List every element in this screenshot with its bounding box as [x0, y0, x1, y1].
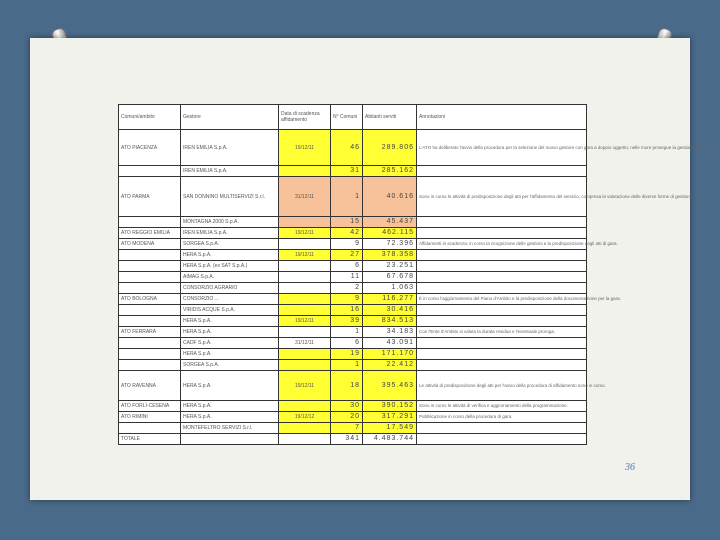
gestore-cell: HERA S.p.A. [181, 316, 279, 327]
scadenza-cell [279, 239, 331, 250]
note-cell [417, 360, 587, 371]
scadenza-cell: 19/12/11 [279, 316, 331, 327]
table-row [119, 316, 587, 327]
scadenza-cell [279, 305, 331, 316]
gestore-cell: HERA S.p.A. [181, 327, 279, 338]
scadenza-cell: 19/12/12 [279, 412, 331, 423]
ato-cell [119, 217, 181, 228]
abitanti-cell: 390.152 [363, 401, 417, 412]
scadenza-cell: 19/12/11 [279, 228, 331, 239]
gestore-cell: HERA S.p.A. [181, 401, 279, 412]
note-cell [417, 250, 587, 261]
col-header-abitanti: Abitanti serviti [363, 105, 417, 130]
gestore-cell: HERA S.p.A. [181, 349, 279, 360]
gestore-cell: SORGEA S.p.A. [181, 239, 279, 250]
ato-cell: ATO PIACENZA [119, 130, 181, 166]
comuni-cell: 39 [331, 316, 363, 327]
note-cell: Affidamenti in scadenza; in corso la ricognizione delle gestioni e la predisposizione degli atti di gara. [417, 239, 587, 250]
gestore-cell [181, 434, 279, 445]
scadenza-cell [279, 283, 331, 294]
comuni-cell: 1 [331, 360, 363, 371]
gestore-cell: IREN EMILIA S.p.A. [181, 166, 279, 177]
comuni-cell: 42 [331, 228, 363, 239]
col-header-annotazioni: Annotazioni [417, 105, 587, 130]
comuni-cell: 9 [331, 294, 363, 305]
abitanti-cell: 34.183 [363, 327, 417, 338]
comuni-cell: 9 [331, 239, 363, 250]
table-row [119, 360, 587, 371]
gestore-cell: IREN EMILIA S.p.A. [181, 130, 279, 166]
ato-cell [119, 250, 181, 261]
abitanti-cell: 22.412 [363, 360, 417, 371]
comuni-cell: 7 [331, 423, 363, 434]
ato-cell [119, 349, 181, 360]
table-row [119, 294, 587, 305]
table-row [119, 327, 587, 338]
note-cell [417, 349, 587, 360]
note-cell: È in corso l'aggiornamento del Piano d'Ambito e la predisposizione della documentazione per la gara. [417, 294, 587, 305]
scadenza-cell [279, 327, 331, 338]
abitanti-cell: 285.162 [363, 166, 417, 177]
comuni-cell: 2 [331, 283, 363, 294]
ato-cell [119, 423, 181, 434]
abitanti-cell: 67.678 [363, 272, 417, 283]
note-cell: Sono in corso le attività di predisposizione degli atti per l'affidamento del servizio, compresa la valutazione delle diverse forme di gestione. [417, 177, 587, 217]
gestore-cell: HERA S.p.A. [181, 371, 279, 401]
ato-cell: ATO FORLÌ-CESENA [119, 401, 181, 412]
note-cell: Pubblicazione in corso della procedura di gara. [417, 412, 587, 423]
ato-cell [119, 316, 181, 327]
comuni-cell: 15 [331, 217, 363, 228]
abitanti-cell: 395.463 [363, 371, 417, 401]
abitanti-cell: 1.063 [363, 283, 417, 294]
ato-cell [119, 166, 181, 177]
comuni-cell: 11 [331, 272, 363, 283]
note-cell [417, 217, 587, 228]
table-row [119, 412, 587, 423]
note-cell [417, 272, 587, 283]
ato-cell [119, 283, 181, 294]
abitanti-cell: 43.091 [363, 338, 417, 349]
col-header-ato: Comuni/ambito [119, 105, 181, 130]
abitanti-cell: 289.806 [363, 130, 417, 166]
abitanti-cell: 17.549 [363, 423, 417, 434]
comuni-cell: 16 [331, 305, 363, 316]
abitanti-cell: 171.170 [363, 349, 417, 360]
scadenza-cell [279, 261, 331, 272]
scadenza-cell: 19/12/11 [279, 371, 331, 401]
ato-cell: ATO MODENA [119, 239, 181, 250]
scadenza-cell [279, 434, 331, 445]
abitanti-cell: 462.115 [363, 228, 417, 239]
scadenza-cell [279, 294, 331, 305]
total-abitanti: 4.483.744 [363, 434, 417, 445]
scadenza-cell [279, 349, 331, 360]
note-cell [417, 228, 587, 239]
table-total-row [119, 434, 587, 445]
total-label: TOTALE [119, 434, 181, 445]
scadenza-cell: 19/12/11 [279, 130, 331, 166]
ato-water-table [118, 104, 711, 445]
table-row [119, 217, 587, 228]
gestore-cell: VIRIDIS ACQUE S.p.A. [181, 305, 279, 316]
scadenza-cell: 31/12/11 [279, 177, 331, 217]
gestore-cell: CONSORZIO ... [181, 294, 279, 305]
gestore-cell: CONSORZIO AGRARIO [181, 283, 279, 294]
gestore-cell: MONTEFELTRO SERVIZI S.r.l. [181, 423, 279, 434]
comuni-cell: 30 [331, 401, 363, 412]
col-header-comuni: N° Comuni [331, 105, 363, 130]
table-row [119, 272, 587, 283]
note-cell: Le attività di predisposizione degli atti per l'avvio della procedura di affidamento sono in corso. [417, 371, 587, 401]
comuni-cell: 18 [331, 371, 363, 401]
scadenza-cell [279, 423, 331, 434]
scadenza-cell: 19/12/11 [279, 250, 331, 261]
col-header-gestore: Gestore [181, 105, 279, 130]
comuni-cell: 31 [331, 166, 363, 177]
table-row [119, 177, 587, 217]
abitanti-cell: 30.416 [363, 305, 417, 316]
comuni-cell: 6 [331, 261, 363, 272]
gestore-cell: SORGEA S.p.A. [181, 360, 279, 371]
note-cell: L'ATO ha deliberato l'avvio della procedura per la selezione del nuovo gestore con gara a doppio oggetto; nelle more prosegue la gestione attuale. [417, 130, 587, 166]
table-row [119, 239, 587, 250]
comuni-cell: 27 [331, 250, 363, 261]
gestore-cell: HERA S.p.A. (ex SAT S.p.A.) [181, 261, 279, 272]
gestore-cell: CADF S.p.A. [181, 338, 279, 349]
gestore-cell: HERA S.p.A. [181, 250, 279, 261]
table-row [119, 250, 587, 261]
table-row [119, 371, 587, 401]
abitanti-cell: 378.358 [363, 250, 417, 261]
note-cell [417, 423, 587, 434]
total-comuni: 341 [331, 434, 363, 445]
scadenza-cell [279, 360, 331, 371]
comuni-cell: 6 [331, 338, 363, 349]
ato-cell: ATO REGGIO EMILIA [119, 228, 181, 239]
table-row [119, 130, 587, 166]
ato-cell [119, 360, 181, 371]
comuni-cell: 46 [331, 130, 363, 166]
comuni-cell: 19 [331, 349, 363, 360]
table-row [119, 228, 587, 239]
scadenza-cell [279, 272, 331, 283]
note-cell [417, 283, 587, 294]
abitanti-cell: 40.616 [363, 177, 417, 217]
comuni-cell: 1 [331, 177, 363, 217]
abitanti-cell: 72.396 [363, 239, 417, 250]
gestore-cell: IREN EMILIA S.p.A. [181, 228, 279, 239]
gestore-cell: MONTAGNA 2000 S.p.A. [181, 217, 279, 228]
page-number: 36 [625, 462, 635, 473]
ato-cell: ATO BOLOGNA [119, 294, 181, 305]
note-cell: Sono in corso le attività di verifica e aggiornamento della programmazione. [417, 401, 587, 412]
scadenza-cell [279, 217, 331, 228]
abitanti-cell: 23.251 [363, 261, 417, 272]
abitanti-cell: 116.277 [363, 294, 417, 305]
note-cell [417, 261, 587, 272]
table-header-row [119, 105, 587, 130]
ato-cell: ATO RAVENNA [119, 371, 181, 401]
note-cell [417, 166, 587, 177]
table-row [119, 261, 587, 272]
scadenza-cell: 31/12/11 [279, 338, 331, 349]
note-cell [417, 305, 587, 316]
ato-cell [119, 305, 181, 316]
abitanti-cell: 834.513 [363, 316, 417, 327]
gestore-cell: AIMAG S.p.A. [181, 272, 279, 283]
scadenza-cell [279, 166, 331, 177]
table-row [119, 283, 587, 294]
gestore-cell: HERA S.p.A. [181, 412, 279, 423]
note-cell [417, 434, 587, 445]
ato-cell: ATO FERRARA [119, 327, 181, 338]
comuni-cell: 1 [331, 327, 363, 338]
note-cell [417, 338, 587, 349]
comuni-cell: 20 [331, 412, 363, 423]
table-row [119, 423, 587, 434]
table-row [119, 349, 587, 360]
table-row [119, 305, 587, 316]
ato-cell [119, 261, 181, 272]
note-cell: Con l'Ente d'Ambito si valuta la durata residua e l'eventuale proroga. [417, 327, 587, 338]
table-row [119, 166, 587, 177]
table-row [119, 338, 587, 349]
abitanti-cell: 45.437 [363, 217, 417, 228]
ato-cell: ATO PARMA [119, 177, 181, 217]
abitanti-cell: 317.291 [363, 412, 417, 423]
col-header-scadenza: Data di scadenza affidamento [279, 105, 331, 130]
ato-cell: ATO RIMINI [119, 412, 181, 423]
table-row [119, 401, 587, 412]
ato-cell [119, 272, 181, 283]
scadenza-cell [279, 401, 331, 412]
gestore-cell: SAN DONNINO MULTISERVIZI S.r.l. [181, 177, 279, 217]
ato-cell [119, 338, 181, 349]
note-cell [417, 316, 587, 327]
